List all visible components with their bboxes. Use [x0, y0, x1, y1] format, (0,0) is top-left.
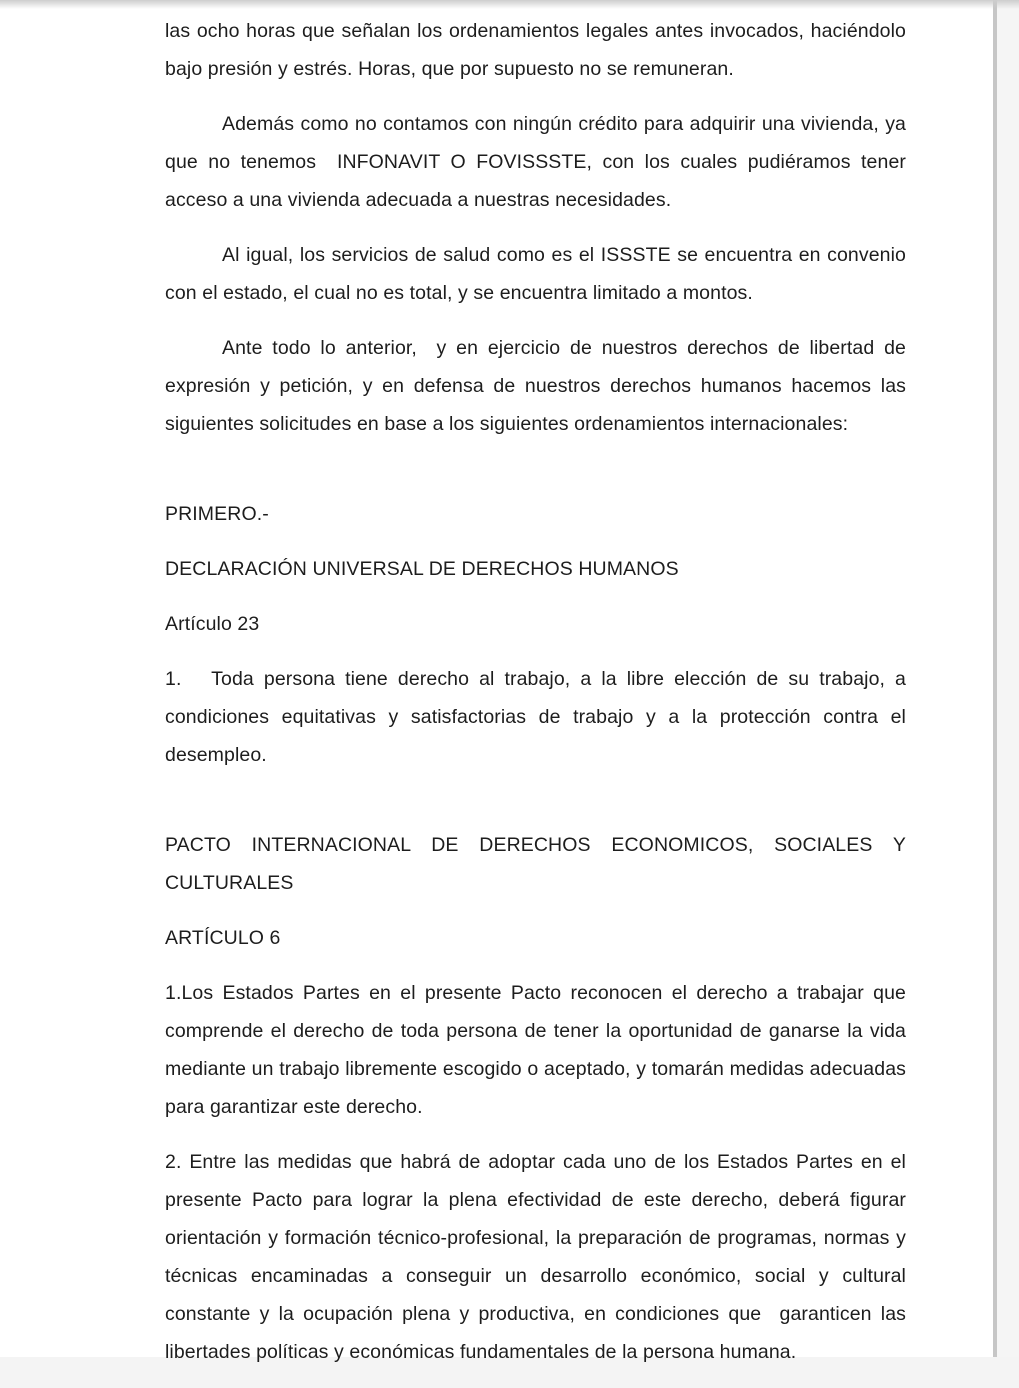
paragraph: Al igual, los servicios de salud como es el ISSSTE se encuentra en convenio con el estado, el cual no es total, y se encuentra limitado a montos. [165, 244, 912, 304]
paragraph: 2. Entre las medidas que habrá de adoptar cada uno de los Estados Partes en el presente Pacto para lograr la plena efectividad de este derecho, deberá figurar orientación y formación técnico-profesional, la preparación de programas, normas y técnicas encaminadas a conseguir un desarrollo económico, social y cultural constante y la ocupación plena y productiva, en condiciones que garanticen las libertades políticas y económicas fundamentales de la persona humana. [165, 1151, 912, 1363]
paragraph: 1. Toda persona tiene derecho al trabajo, a la libre elección de su trabajo, a condiciones equitativas y satisfactorias de trabajo y a la protección contra el desempleo. [165, 668, 912, 766]
paragraph: las ocho horas que señalan los ordenamientos legales antes invocados, haciéndolo bajo presión y estrés. Horas, que por supuesto no se remuneran. [165, 20, 912, 80]
paragraph: 1.Los Estados Partes en el presente Pacto reconocen el derecho a trabajar que comprende el derecho de toda persona de tener la oportunidad de ganarse la vida mediante un trabajo libremente escogido o aceptado, y tomarán medidas adecuadas para garantizar este derecho. [165, 982, 912, 1118]
section-heading: PACTO INTERNACIONAL DE DERECHOS ECONOMICOS, SOCIALES Y CULTURALES [165, 834, 912, 894]
section-heading: Artículo 23 [165, 613, 260, 635]
section-heading: PRIMERO.- [165, 503, 269, 525]
page-content [165, 12, 912, 1388]
paragraph: Además como no contamos con ningún crédito para adquirir una vivienda, ya que no tenemos INFONAVIT O FOVISSSTE, con los cuales pudiéramos tener acceso a una vivienda adecuada a nuestras necesidades. [165, 113, 912, 211]
scroll-gutter [997, 0, 1019, 1357]
section-heading: ARTÍCULO 6 [165, 927, 281, 949]
paragraph: Ante todo lo anterior, y en ejercicio de nuestros derechos de libertad de expresión y petición, y en defensa de nuestros derechos humanos hacemos las siguientes solicitudes en base a los siguientes ordenamientos internacionales: [165, 337, 912, 435]
section-heading: DECLARACIÓN UNIVERSAL DE DERECHOS HUMANOS [165, 558, 679, 580]
